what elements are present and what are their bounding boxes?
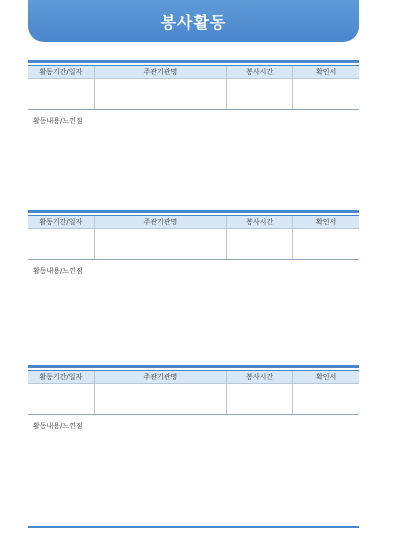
content-label: 활동내용/느낀점 (33, 267, 83, 275)
activity-table (28, 66, 359, 110)
header-organization: 주관기관명 (94, 371, 226, 384)
cell-period[interactable] (28, 384, 94, 415)
cell-certificate[interactable] (293, 384, 359, 415)
table-row (28, 79, 359, 110)
cell-organization[interactable] (94, 229, 226, 260)
page-title: 봉사활동 (28, 0, 359, 42)
header-certificate: 확인서 (293, 371, 359, 384)
activity-section-2 (28, 210, 359, 276)
cell-certificate[interactable] (293, 79, 359, 110)
bottom-rule (28, 526, 359, 528)
header-period: 활동기간/일자 (28, 216, 94, 229)
cell-hours[interactable] (227, 79, 293, 110)
cell-organization[interactable] (94, 79, 226, 110)
activity-section-1 (28, 60, 359, 126)
header-hours: 봉사시간 (227, 66, 293, 79)
header-period: 활동기간/일자 (28, 66, 94, 79)
header-organization: 주관기관명 (94, 216, 226, 229)
cell-hours[interactable] (227, 384, 293, 415)
header-hours: 봉사시간 (227, 371, 293, 384)
table-header-row (28, 66, 359, 79)
activity-table (28, 371, 359, 415)
content-label: 활동내용/느낀점 (33, 117, 83, 125)
table-row (28, 384, 359, 415)
header-period: 활동기간/일자 (28, 371, 94, 384)
content-label: 활동내용/느낀점 (33, 422, 83, 430)
cell-period[interactable] (28, 229, 94, 260)
table-header-row (28, 216, 359, 229)
header-certificate: 확인서 (293, 66, 359, 79)
cell-hours[interactable] (227, 229, 293, 260)
section-top-rule (28, 365, 359, 368)
section-top-rule (28, 210, 359, 213)
cell-period[interactable] (28, 79, 94, 110)
table-row (28, 229, 359, 260)
cell-certificate[interactable] (293, 229, 359, 260)
activity-section-3 (28, 365, 359, 431)
activity-table (28, 216, 359, 260)
header-certificate: 확인서 (293, 216, 359, 229)
table-header-row (28, 371, 359, 384)
cell-organization[interactable] (94, 384, 226, 415)
section-top-rule (28, 60, 359, 63)
header-hours: 봉사시간 (227, 216, 293, 229)
header-organization: 주관기관명 (94, 66, 226, 79)
